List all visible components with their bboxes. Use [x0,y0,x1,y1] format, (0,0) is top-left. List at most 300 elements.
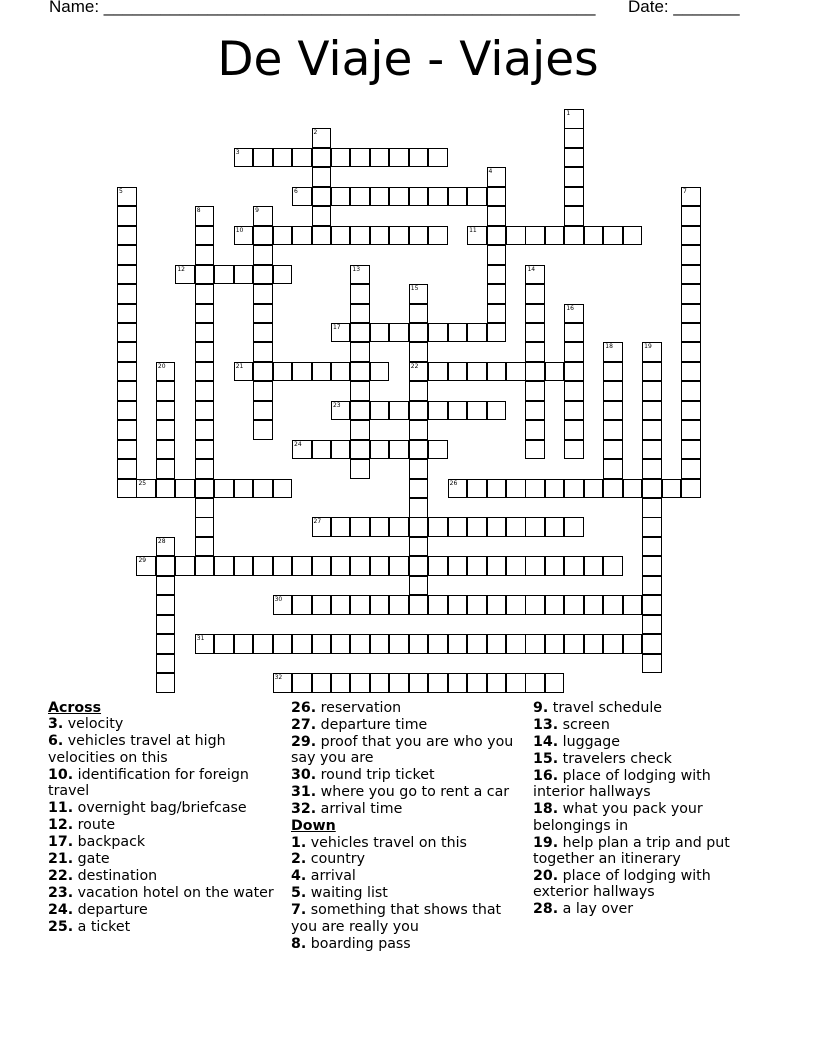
grid-cell[interactable] [506,634,526,654]
grid-cell[interactable] [564,342,584,362]
grid-cell[interactable] [117,187,137,207]
grid-cell[interactable] [117,362,137,382]
grid-cell[interactable] [350,284,370,304]
grid-cell[interactable] [350,556,370,576]
grid-cell[interactable] [506,673,526,693]
grid-cell[interactable] [409,673,429,693]
grid-cell[interactable] [214,479,234,499]
grid-cell[interactable] [136,556,156,576]
grid-cell[interactable] [525,440,545,460]
grid-cell[interactable] [312,167,332,187]
grid-cell[interactable] [487,265,507,285]
grid-cell[interactable] [156,401,176,421]
grid-cell[interactable] [117,440,137,460]
grid-cell[interactable] [312,226,332,246]
grid-cell[interactable] [331,556,351,576]
grid-cell[interactable] [117,265,137,285]
grid-cell[interactable] [525,381,545,401]
grid-cell[interactable] [428,226,448,246]
grid-cell[interactable] [156,420,176,440]
grid-cell[interactable] [331,517,351,537]
grid-cell[interactable] [156,595,176,615]
grid-cell[interactable] [642,576,662,596]
grid-cell[interactable] [234,479,254,499]
grid-cell[interactable] [467,517,487,537]
grid-cell[interactable] [117,479,137,499]
grid-cell[interactable] [545,595,565,615]
grid-cell[interactable] [156,556,176,576]
grid-cell[interactable] [506,362,526,382]
grid-cell[interactable] [253,265,273,285]
grid-cell[interactable] [195,634,215,654]
grid-cell[interactable] [195,440,215,460]
grid-cell[interactable] [389,556,409,576]
grid-cell[interactable] [409,148,429,168]
grid-cell[interactable] [681,284,701,304]
grid-cell[interactable] [350,401,370,421]
grid-cell[interactable] [564,128,584,148]
grid-cell[interactable] [370,634,390,654]
grid-cell[interactable] [195,206,215,226]
grid-cell[interactable] [331,673,351,693]
grid-cell[interactable] [564,362,584,382]
grid-cell[interactable] [564,634,584,654]
grid-cell[interactable] [331,187,351,207]
grid-cell[interactable] [487,206,507,226]
grid-cell[interactable] [525,556,545,576]
grid-cell[interactable] [350,420,370,440]
grid-cell[interactable] [564,517,584,537]
grid-cell[interactable] [156,634,176,654]
grid-cell[interactable] [253,401,273,421]
grid-cell[interactable] [195,517,215,537]
grid-cell[interactable] [603,226,623,246]
grid-cell[interactable] [448,673,468,693]
grid-cell[interactable] [681,265,701,285]
grid-cell[interactable] [370,187,390,207]
grid-cell[interactable] [273,265,293,285]
grid-cell[interactable] [584,479,604,499]
grid-cell[interactable] [409,595,429,615]
grid-cell[interactable] [409,323,429,343]
grid-cell[interactable] [448,595,468,615]
grid-cell[interactable] [350,148,370,168]
grid-cell[interactable] [331,362,351,382]
grid-cell[interactable] [331,323,351,343]
grid-cell[interactable] [487,167,507,187]
grid-cell[interactable] [195,556,215,576]
grid-cell[interactable] [623,595,643,615]
grid-cell[interactable] [564,440,584,460]
grid-cell[interactable] [350,265,370,285]
grid-cell[interactable] [370,556,390,576]
grid-cell[interactable] [175,479,195,499]
grid-cell[interactable] [389,634,409,654]
grid-cell[interactable] [331,226,351,246]
grid-cell[interactable] [350,362,370,382]
grid-cell[interactable] [350,634,370,654]
grid-cell[interactable] [564,479,584,499]
grid-cell[interactable] [487,304,507,324]
grid-cell[interactable] [273,556,293,576]
grid-cell[interactable] [350,459,370,479]
grid-cell[interactable] [428,673,448,693]
grid-cell[interactable] [603,459,623,479]
grid-cell[interactable] [409,304,429,324]
grid-cell[interactable] [525,420,545,440]
grid-cell[interactable] [273,595,293,615]
grid-cell[interactable] [584,226,604,246]
grid-cell[interactable] [156,576,176,596]
grid-cell[interactable] [467,479,487,499]
grid-cell[interactable] [253,284,273,304]
grid-cell[interactable] [564,148,584,168]
grid-cell[interactable] [603,401,623,421]
grid-cell[interactable] [662,479,682,499]
grid-cell[interactable] [234,362,254,382]
grid-cell[interactable] [312,673,332,693]
grid-cell[interactable] [487,245,507,265]
grid-cell[interactable] [564,323,584,343]
grid-cell[interactable] [487,556,507,576]
grid-cell[interactable] [642,479,662,499]
grid-cell[interactable] [681,440,701,460]
grid-cell[interactable] [545,556,565,576]
grid-cell[interactable] [370,323,390,343]
grid-cell[interactable] [642,459,662,479]
grid-cell[interactable] [370,440,390,460]
grid-cell[interactable] [234,556,254,576]
grid-cell[interactable] [292,556,312,576]
grid-cell[interactable] [681,479,701,499]
grid-cell[interactable] [428,362,448,382]
grid-cell[interactable] [467,323,487,343]
grid-cell[interactable] [525,342,545,362]
grid-cell[interactable] [681,323,701,343]
grid-cell[interactable] [467,595,487,615]
grid-cell[interactable] [117,342,137,362]
grid-cell[interactable] [623,226,643,246]
grid-cell[interactable] [389,226,409,246]
grid-cell[interactable] [681,226,701,246]
grid-cell[interactable] [312,556,332,576]
grid-cell[interactable] [487,323,507,343]
grid-cell[interactable] [117,420,137,440]
grid-cell[interactable] [156,654,176,674]
grid-cell[interactable] [350,595,370,615]
grid-cell[interactable] [389,148,409,168]
grid-cell[interactable] [409,517,429,537]
grid-cell[interactable] [642,654,662,674]
grid-cell[interactable] [312,517,332,537]
grid-cell[interactable] [545,479,565,499]
grid-cell[interactable] [525,401,545,421]
grid-cell[interactable] [428,595,448,615]
grid-cell[interactable] [214,265,234,285]
grid-cell[interactable] [214,556,234,576]
grid-cell[interactable] [525,634,545,654]
grid-cell[interactable] [545,362,565,382]
grid-cell[interactable] [487,479,507,499]
grid-cell[interactable] [117,381,137,401]
grid-cell[interactable] [273,148,293,168]
grid-cell[interactable] [253,245,273,265]
grid-cell[interactable] [195,265,215,285]
grid-cell[interactable] [389,595,409,615]
grid-cell[interactable] [253,304,273,324]
grid-cell[interactable] [467,187,487,207]
grid-cell[interactable] [467,401,487,421]
grid-cell[interactable] [350,381,370,401]
grid-cell[interactable] [603,479,623,499]
grid-cell[interactable] [370,226,390,246]
grid-cell[interactable] [253,556,273,576]
grid-cell[interactable] [487,595,507,615]
grid-cell[interactable] [409,479,429,499]
grid-cell[interactable] [428,440,448,460]
grid-cell[interactable] [525,226,545,246]
grid-cell[interactable] [545,226,565,246]
grid-cell[interactable] [409,342,429,362]
grid-cell[interactable] [681,187,701,207]
grid-cell[interactable] [545,673,565,693]
grid-cell[interactable] [312,148,332,168]
grid-cell[interactable] [564,226,584,246]
grid-cell[interactable] [448,634,468,654]
grid-cell[interactable] [253,362,273,382]
grid-cell[interactable] [389,401,409,421]
grid-cell[interactable] [292,595,312,615]
grid-cell[interactable] [117,401,137,421]
grid-cell[interactable] [331,401,351,421]
grid-cell[interactable] [195,420,215,440]
grid-cell[interactable] [292,226,312,246]
grid-cell[interactable] [175,265,195,285]
grid-cell[interactable] [195,498,215,518]
grid-cell[interactable] [370,517,390,537]
grid-cell[interactable] [253,206,273,226]
grid-cell[interactable] [448,323,468,343]
grid-cell[interactable] [156,479,176,499]
grid-cell[interactable] [350,226,370,246]
grid-cell[interactable] [117,284,137,304]
grid-cell[interactable] [487,362,507,382]
grid-cell[interactable] [642,615,662,635]
grid-cell[interactable] [642,362,662,382]
grid-cell[interactable] [389,440,409,460]
grid-cell[interactable] [603,362,623,382]
grid-cell[interactable] [623,479,643,499]
grid-cell[interactable] [603,440,623,460]
grid-cell[interactable] [642,498,662,518]
grid-cell[interactable] [603,595,623,615]
grid-cell[interactable] [312,634,332,654]
grid-cell[interactable] [409,187,429,207]
grid-cell[interactable] [487,187,507,207]
grid-cell[interactable] [253,420,273,440]
grid-cell[interactable] [350,187,370,207]
grid-cell[interactable] [409,576,429,596]
grid-cell[interactable] [409,401,429,421]
grid-cell[interactable] [448,556,468,576]
grid-cell[interactable] [487,517,507,537]
grid-cell[interactable] [409,440,429,460]
grid-cell[interactable] [292,673,312,693]
grid-cell[interactable] [642,420,662,440]
grid-cell[interactable] [156,440,176,460]
grid-cell[interactable] [195,342,215,362]
grid-cell[interactable] [156,537,176,557]
grid-cell[interactable] [506,517,526,537]
grid-cell[interactable] [117,304,137,324]
grid-cell[interactable] [312,128,332,148]
grid-cell[interactable] [409,498,429,518]
grid-cell[interactable] [409,556,429,576]
grid-cell[interactable] [448,401,468,421]
grid-cell[interactable] [273,226,293,246]
grid-cell[interactable] [564,304,584,324]
grid-cell[interactable] [156,381,176,401]
grid-cell[interactable] [525,284,545,304]
grid-cell[interactable] [525,517,545,537]
grid-cell[interactable] [234,226,254,246]
grid-cell[interactable] [409,284,429,304]
grid-cell[interactable] [525,595,545,615]
grid-cell[interactable] [195,284,215,304]
grid-cell[interactable] [195,362,215,382]
grid-cell[interactable] [467,673,487,693]
grid-cell[interactable] [584,634,604,654]
grid-cell[interactable] [525,362,545,382]
grid-cell[interactable] [117,323,137,343]
grid-cell[interactable] [681,206,701,226]
grid-cell[interactable] [214,634,234,654]
grid-cell[interactable] [603,556,623,576]
grid-cell[interactable] [448,362,468,382]
grid-cell[interactable] [603,381,623,401]
grid-cell[interactable] [467,362,487,382]
grid-cell[interactable] [117,226,137,246]
grid-cell[interactable] [195,381,215,401]
grid-cell[interactable] [642,381,662,401]
grid-cell[interactable] [253,634,273,654]
grid-cell[interactable] [195,479,215,499]
grid-cell[interactable] [409,634,429,654]
grid-cell[interactable] [584,595,604,615]
grid-cell[interactable] [448,479,468,499]
grid-cell[interactable] [681,420,701,440]
grid-cell[interactable] [545,517,565,537]
grid-cell[interactable] [681,401,701,421]
grid-cell[interactable] [156,615,176,635]
grid-cell[interactable] [564,401,584,421]
grid-cell[interactable] [603,634,623,654]
grid-cell[interactable] [525,673,545,693]
grid-cell[interactable] [350,304,370,324]
grid-cell[interactable] [370,673,390,693]
grid-cell[interactable] [253,226,273,246]
grid-cell[interactable] [370,362,390,382]
grid-cell[interactable] [564,167,584,187]
grid-cell[interactable] [525,304,545,324]
grid-cell[interactable] [428,187,448,207]
grid-cell[interactable] [506,595,526,615]
grid-cell[interactable] [195,304,215,324]
grid-cell[interactable] [642,517,662,537]
grid-cell[interactable] [350,517,370,537]
grid-cell[interactable] [195,401,215,421]
grid-cell[interactable] [195,226,215,246]
grid-cell[interactable] [370,148,390,168]
grid-cell[interactable] [467,226,487,246]
grid-cell[interactable] [487,401,507,421]
grid-cell[interactable] [312,595,332,615]
grid-cell[interactable] [234,265,254,285]
grid-cell[interactable] [545,634,565,654]
grid-cell[interactable] [487,673,507,693]
grid-cell[interactable] [642,595,662,615]
grid-cell[interactable] [487,634,507,654]
grid-cell[interactable] [350,440,370,460]
grid-cell[interactable] [136,479,156,499]
grid-cell[interactable] [409,420,429,440]
grid-cell[interactable] [389,673,409,693]
grid-cell[interactable] [642,401,662,421]
grid-cell[interactable] [156,362,176,382]
grid-cell[interactable] [156,459,176,479]
grid-cell[interactable] [681,342,701,362]
grid-cell[interactable] [273,479,293,499]
grid-cell[interactable] [273,634,293,654]
grid-cell[interactable] [195,245,215,265]
grid-cell[interactable] [253,342,273,362]
grid-cell[interactable] [428,556,448,576]
grid-cell[interactable] [564,206,584,226]
grid-cell[interactable] [234,148,254,168]
grid-cell[interactable] [564,109,584,129]
grid-cell[interactable] [584,556,604,576]
grid-cell[interactable] [370,595,390,615]
grid-cell[interactable] [428,148,448,168]
grid-cell[interactable] [409,226,429,246]
grid-cell[interactable] [642,537,662,557]
grid-cell[interactable] [389,323,409,343]
grid-cell[interactable] [195,323,215,343]
grid-cell[interactable] [389,187,409,207]
grid-cell[interactable] [506,479,526,499]
grid-cell[interactable] [253,323,273,343]
grid-cell[interactable] [487,284,507,304]
grid-cell[interactable] [467,556,487,576]
grid-cell[interactable] [292,362,312,382]
grid-cell[interactable] [487,226,507,246]
grid-cell[interactable] [506,556,526,576]
grid-cell[interactable] [370,401,390,421]
grid-cell[interactable] [350,342,370,362]
grid-cell[interactable] [292,634,312,654]
grid-cell[interactable] [331,148,351,168]
grid-cell[interactable] [350,323,370,343]
grid-cell[interactable] [525,479,545,499]
grid-cell[interactable] [234,634,254,654]
grid-cell[interactable] [195,537,215,557]
grid-cell[interactable] [564,595,584,615]
grid-cell[interactable] [117,245,137,265]
grid-cell[interactable] [525,323,545,343]
grid-cell[interactable] [642,342,662,362]
grid-cell[interactable] [350,673,370,693]
grid-cell[interactable] [409,362,429,382]
